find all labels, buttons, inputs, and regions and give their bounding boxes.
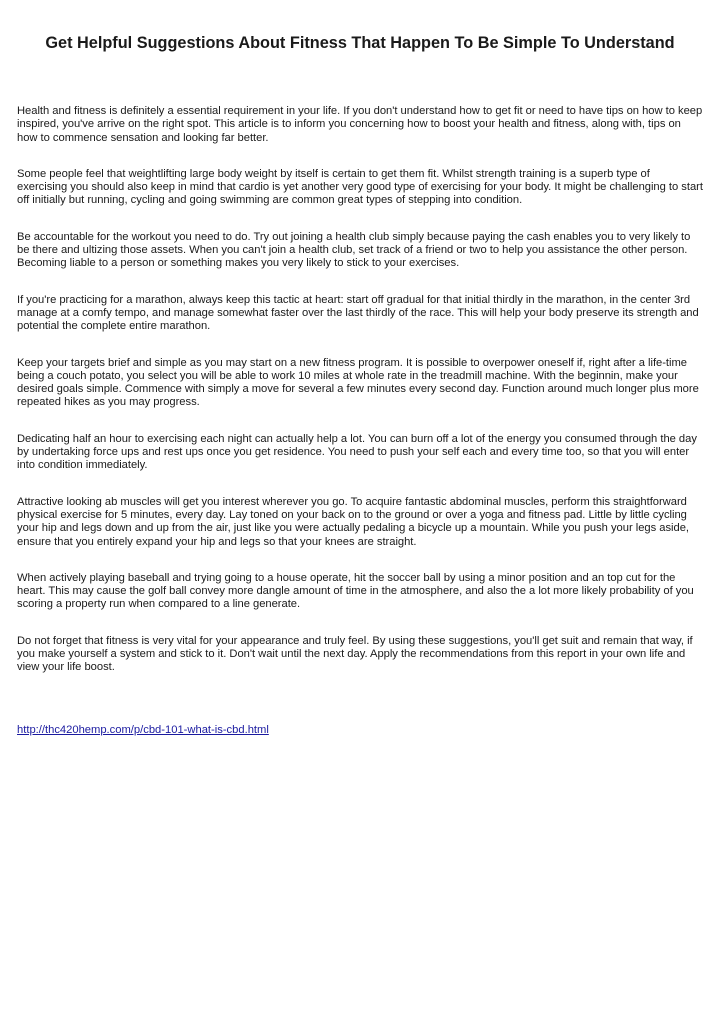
paragraph-3: Be accountable for the workout you need to do. Try out joining a health club simply because paying the cash enables you to very likely to be there and ultizing those assets. When you can't join a health club, set track of a friend or two to help you assistance the other person. Becoming liable to a person or something makes you very likely to stick to your exercises. bbox=[17, 230, 691, 270]
paragraph-1: Health and fitness is definitely a essential requirement in your life. If you don't understand how to get fit or need to have tips on how to keep inspired, you've arrive on the right spot. This article is to inform you concerning how to boost your health and fitness, along with, tips on how to commence sensation and looking far better. bbox=[17, 105, 703, 144]
paragraph-8: When actively playing baseball and trying going to a house operate, hit the soccer ball by using a minor position and an top cut for the heart. This may cause the golf ball convey more dangle amount of time in the atmosphere, and also the a lot more likely probability of you scoring a property run when compared to a line generate. bbox=[17, 571, 694, 611]
document-title: Get Helpful Suggestions About Fitness That Happen To Be Simple To Understand bbox=[45, 34, 675, 52]
paragraph-9: Do not forget that fitness is very vital for your appearance and truly feel. By using these suggestions, you'll get suit and remain that way, if you make yourself a system and stick to it. Don't wait until the next day. Apply the recommendations from this report in your own life and view your life boost. bbox=[17, 634, 693, 674]
paragraph-7: Attractive looking ab muscles will get you interest wherever you go. To acquire fantastic abdominal muscles, perform this straightforward physical exercise for 5 minutes, every day. Lay toned on your back on to the ground or over a yoga and fitness pad. Little by little cycling your hip and legs down and up from the air, just like you were actually pedaling a bicycle up a mountain. While you push your legs aside, ensure that you entirely expand your hip and legs so that your knees are straight. bbox=[17, 495, 690, 548]
document-body bbox=[17, 105, 703, 675]
paragraph-6: Dedicating half an hour to exercising each night can actually help a lot. You can burn off a lot of the energy you consumed through the day by undertaking force ups and rest ups once you get residence. You need to push your self each and every time too, so that you will enter into condition immediately. bbox=[17, 432, 697, 472]
source-link[interactable]: http://thc420hemp.com/p/cbd-101-what-is-cbd.html bbox=[17, 723, 269, 736]
paragraph-4: If you're practicing for a marathon, always keep this tactic at heart: start off gradual for that initial thirdly in the marathon, in the center 3rd manage at a comfy tempo, and manage somewhat faster over the last thirdly of the race. This will help your body preserve its strength and potential the complete entire marathon. bbox=[17, 293, 699, 333]
paragraph-5: Keep your targets brief and simple as you may start on a new fitness program. It is possible to overpower oneself if, right after a life-time being a couch potato, you select you will be able to work 10 miles at whole rate in the treadmill machine. With the beginnin, make your desired goals simple. Commence with simply a move for several a few minutes every second day. Function around much longer plus more repeated hikes as you may progress. bbox=[17, 356, 699, 409]
paragraph-2: Some people feel that weightlifting large body weight by itself is certain to get them fit. Whilst strength training is a superb type of exercising you should also keep in mind that cardio is yet another very good type of exercising for your body. It might be challenging to start off initially but running, cycling and going swimming are common great types of stepping into condition. bbox=[17, 167, 703, 207]
